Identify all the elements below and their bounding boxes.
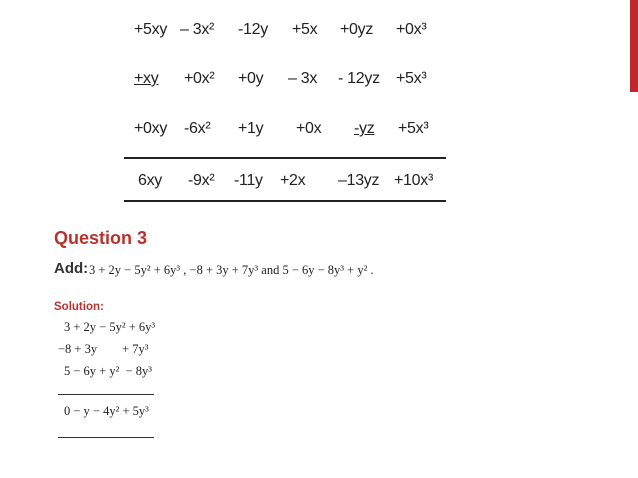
table-cell: -9x² [188, 172, 215, 189]
table-cell: - 12yz [338, 70, 380, 87]
table-row [128, 17, 448, 47]
table-cell: –13yz [338, 172, 380, 189]
table-cell: +5x³ [398, 120, 429, 137]
table-cell: +10x³ [394, 172, 433, 189]
table-cell: -yz [354, 120, 375, 137]
add-label: Add: [54, 260, 89, 277]
table-cell: +0x² [184, 70, 215, 87]
question-heading: Question 3 [54, 228, 148, 248]
table-cell: +0x³ [396, 21, 427, 38]
table-cell: +0y [238, 70, 264, 87]
table-cell: -12y [238, 21, 268, 38]
solution-bottom-rule [58, 437, 154, 438]
solution-result: 0 − y − 4y² + 5y³ [64, 404, 149, 418]
table-cell: +1y [238, 120, 264, 137]
table-cell: 6xy [138, 172, 162, 189]
table-cell: +5x [292, 21, 318, 38]
add-expression: 3 + 2y − 5y² + 6y³ , −8 + 3y + 7y³ and 5 − 6y − 8y³ + y² . [89, 263, 374, 277]
solution-line: −8 + 3y + 7y³ [58, 342, 149, 356]
table-cell: – 3x² [180, 21, 215, 38]
solution-label: Solution: [54, 301, 104, 313]
table-row-result [128, 168, 448, 198]
solution-divider [58, 394, 154, 395]
table-cell: +5xy [134, 21, 168, 38]
bottom-rule [124, 200, 446, 202]
table-cell: +2x [280, 172, 306, 189]
table-cell: +0x [296, 120, 322, 137]
solution-line: 3 + 2y − 5y² + 6y³ [64, 320, 156, 334]
table-cell: -6x² [184, 120, 211, 137]
table-cell: +xy [134, 70, 159, 87]
table-cell: +0xy [134, 120, 168, 137]
table-row [128, 116, 448, 146]
table-cell: +0yz [340, 21, 374, 38]
table-row [128, 66, 448, 96]
table-cell: +5x³ [396, 70, 427, 87]
table-cell: – 3x [288, 70, 318, 87]
solution-line: 5 − 6y + y² − 8y³ [64, 364, 153, 378]
accent-bar [630, 0, 638, 92]
table-cell: -11y [234, 172, 263, 189]
sum-divider [124, 157, 446, 159]
